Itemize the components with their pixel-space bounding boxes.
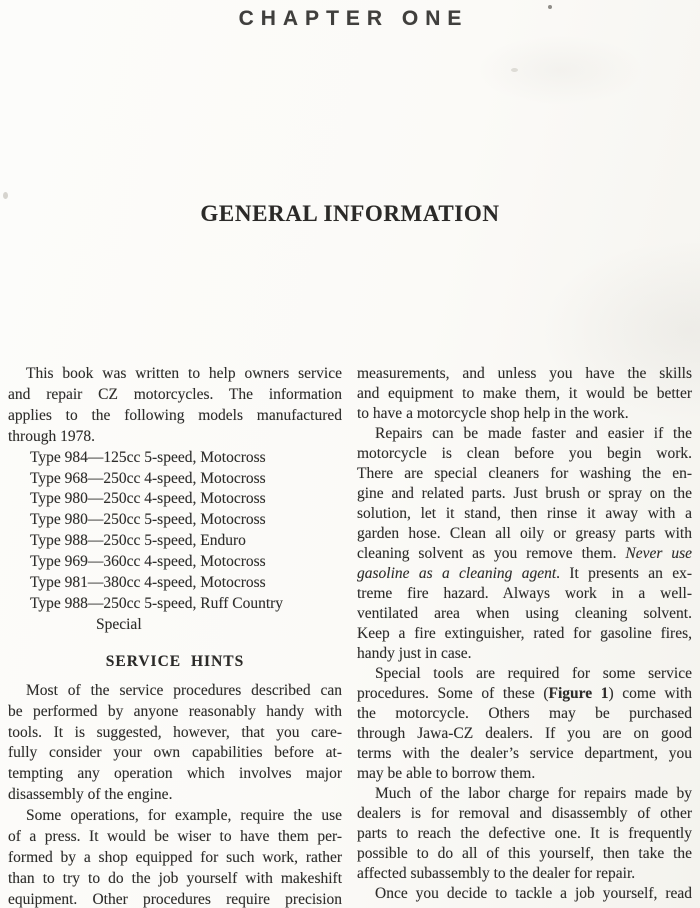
text-line: may be able to borrow them.: [357, 765, 536, 782]
text-line: procedures. Some of these (Figure 1) come with: [357, 685, 692, 702]
text-line: treme fire hazard. Always work in a well-: [357, 585, 692, 602]
section-heading: SERVICE HINTS: [105, 652, 245, 670]
text-line: solution, let it stand, then rinse it away with a: [357, 505, 692, 522]
text-line: parts to reach the defective one. It is frequently: [357, 825, 692, 842]
scan-speck: [3, 192, 8, 199]
text-line: of a press. It would be wiser to have them per-: [8, 828, 342, 846]
text-line: motorcycle is clean before you begin work.: [357, 445, 692, 462]
text-line: gine and related parts. Just brush or spray on the: [357, 485, 692, 502]
chapter-heading: CHAPTER ONE: [238, 7, 469, 30]
text-line: Type 988—250cc 5-speed, Enduro: [30, 532, 246, 550]
text-line: fully consider your own capabilities before at-: [8, 744, 342, 762]
scan-speck: [548, 5, 552, 9]
text-line: ventilated area when using cleaning solvent.: [357, 605, 692, 622]
text-line: disassembly of the engine.: [8, 786, 173, 804]
text-line: Once you decide to tackle a job yourself, read: [375, 885, 692, 902]
text-line: measurements, and unless you have the skills: [357, 365, 692, 382]
text-line: There are special cleaners for washing the en-: [357, 465, 692, 482]
text-line: applies to the following models manufactured: [8, 406, 342, 424]
left-column: [8, 364, 342, 908]
text-line: equipment. Other procedures require precision: [8, 890, 342, 908]
text-line: through 1978.: [8, 427, 95, 445]
text-line: affected subassembly to the dealer for repair.: [357, 865, 636, 882]
text-line: Repairs can be made faster and easier if the: [375, 425, 692, 442]
text-line: through Jawa-CZ dealers. If you are on good: [357, 725, 692, 742]
text-line: This book was written to help owners service: [26, 365, 342, 382]
text-line: tempting any operation which involves major: [8, 765, 342, 783]
text-line: possible to do all of this yourself, then take the: [357, 845, 692, 862]
text-line: Special tools are required for some service: [375, 665, 692, 682]
two-column-text: [8, 364, 692, 908]
right-column: [357, 364, 692, 908]
text-line: to have a motorcycle shop help in the work.: [357, 405, 629, 422]
text-line: Type 984—125cc 5-speed, Motocross: [30, 448, 266, 466]
scan-speck: [511, 68, 518, 72]
text-line: Most of the service procedures described can: [26, 681, 342, 699]
text-line: cleaning solvent as you remove them. Never use: [357, 545, 692, 562]
text-line: Much of the labor charge for repairs made by: [375, 785, 692, 802]
text-line: Type 980—250cc 4-speed, Motocross: [30, 490, 266, 508]
text-line: gasoline as a cleaning agent. It presents an ex-: [357, 565, 692, 582]
text-line: Type 988—250cc 5-speed, Ruff Country: [30, 594, 284, 612]
text-line: be performed by anyone reasonably handy with: [8, 702, 342, 720]
page-title: GENERAL INFORMATION: [200, 201, 500, 226]
text-line: Type 968—250cc 4-speed, Motocross: [30, 469, 266, 487]
text-line: Some operations, for example, require the use: [26, 807, 342, 825]
text-line: Type 969—360cc 4-speed, Motocross: [30, 553, 266, 571]
text-line: Type 981—380cc 4-speed, Motocross: [30, 574, 266, 592]
text-line: and repair CZ motorcycles. The information: [8, 385, 342, 403]
text-line: garden hose. Clean all oily or greasy parts with: [357, 525, 692, 542]
text-line: terms with the dealer’s service department, you: [357, 745, 692, 762]
text-line: Keep a fire extinguisher, rated for gasoline fires,: [357, 625, 692, 642]
text-line: Special: [96, 615, 142, 633]
text-line: and equipment to make them, it would be better: [357, 385, 692, 402]
text-line: Type 980—250cc 5-speed, Motocross: [30, 511, 266, 529]
text-line: the motorcycle. Others may be purchased: [357, 705, 692, 722]
text-line: than to try to do the job yourself with makeshift: [8, 869, 342, 887]
text-line: formed by a shop equipped for such work, rather: [8, 848, 342, 866]
text-line: handy just in case.: [357, 645, 472, 662]
text-line: dealers is for removal and disassembly of other: [357, 805, 692, 822]
text-line: tools. It is suggested, however, that you care-: [8, 723, 342, 741]
